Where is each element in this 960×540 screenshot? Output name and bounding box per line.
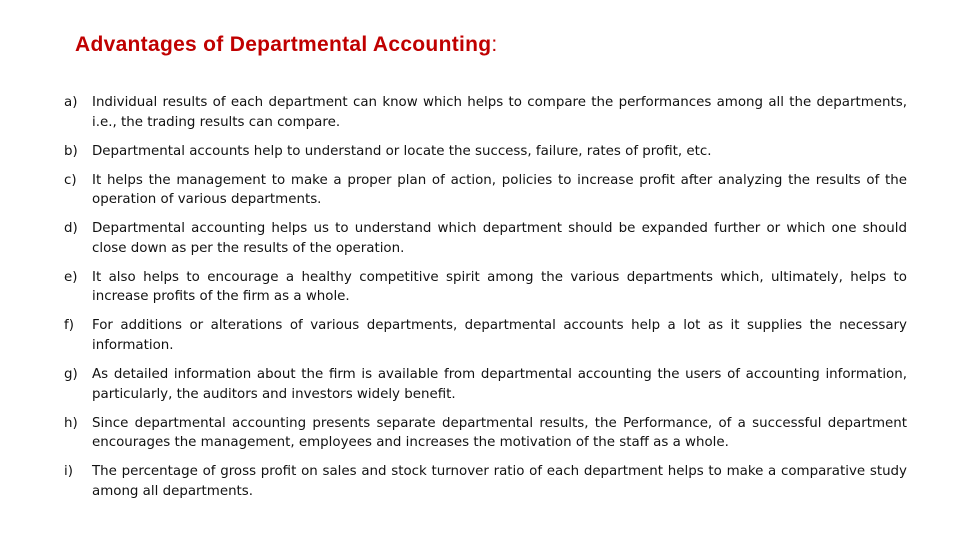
- list-item-marker: b): [64, 143, 78, 159]
- list-item-marker: g): [64, 367, 78, 383]
- list-item-text: It also helps to encourage a healthy competitive spirit among the various departments which, ultimately, helps to increase profits of the firm as a whole.: [92, 269, 907, 305]
- list-item: [64, 414, 907, 453]
- slide-title: [75, 33, 498, 57]
- list-item: [64, 365, 907, 404]
- slide-title-colon: :: [491, 33, 498, 56]
- list-item-marker: i): [64, 464, 73, 480]
- list-item: [64, 316, 907, 355]
- list-item-text: For additions or alterations of various departments, departmental accounts help a lot as it supplies the necessary information.: [92, 318, 907, 353]
- list-item-text: Departmental accounts help to understand or locate the success, failure, rates of profit, etc.: [92, 143, 712, 159]
- list-item-marker: e): [64, 269, 78, 285]
- list-item: [64, 93, 907, 132]
- list-item-marker: a): [64, 95, 78, 110]
- list-item-text: Individual results of each department can know which helps to compare the performances among all the departments, i.e., the trading results can compare.: [92, 95, 907, 130]
- list-item: [64, 462, 907, 501]
- list-item-text: As detailed information about the firm is available from departmental accounting the users of accounting information, particularly, the auditors and investors widely benefit.: [92, 367, 907, 402]
- list-item-text: Since departmental accounting presents separate departmental results, the Performance, of a successful department encourages the management, employees and increases the motivation of the staff as a whole.: [92, 415, 907, 451]
- list-item-text: The percentage of gross profit on sales and stock turnover ratio of each department helps to make a comparative study among all departments.: [92, 464, 907, 499]
- slide-title-text: Advantages of Departmental Accounting: [75, 33, 492, 56]
- list-item-marker: d): [64, 221, 78, 237]
- list-item: [64, 268, 907, 307]
- list-item: [64, 171, 907, 210]
- list-item-marker: f): [64, 318, 74, 334]
- list-item: [64, 142, 907, 162]
- list-item-text: It helps the management to make a proper plan of action, policies to increase profit after analyzing the results of the operation of various departments.: [92, 172, 907, 208]
- list-item-marker: h): [64, 415, 78, 431]
- advantages-list: [64, 93, 907, 511]
- list-item: [64, 219, 907, 258]
- list-item-marker: c): [64, 172, 77, 188]
- list-item-text: Departmental accounting helps us to understand which department should be expanded further or which one should close down as per the results of the operation.: [92, 221, 907, 256]
